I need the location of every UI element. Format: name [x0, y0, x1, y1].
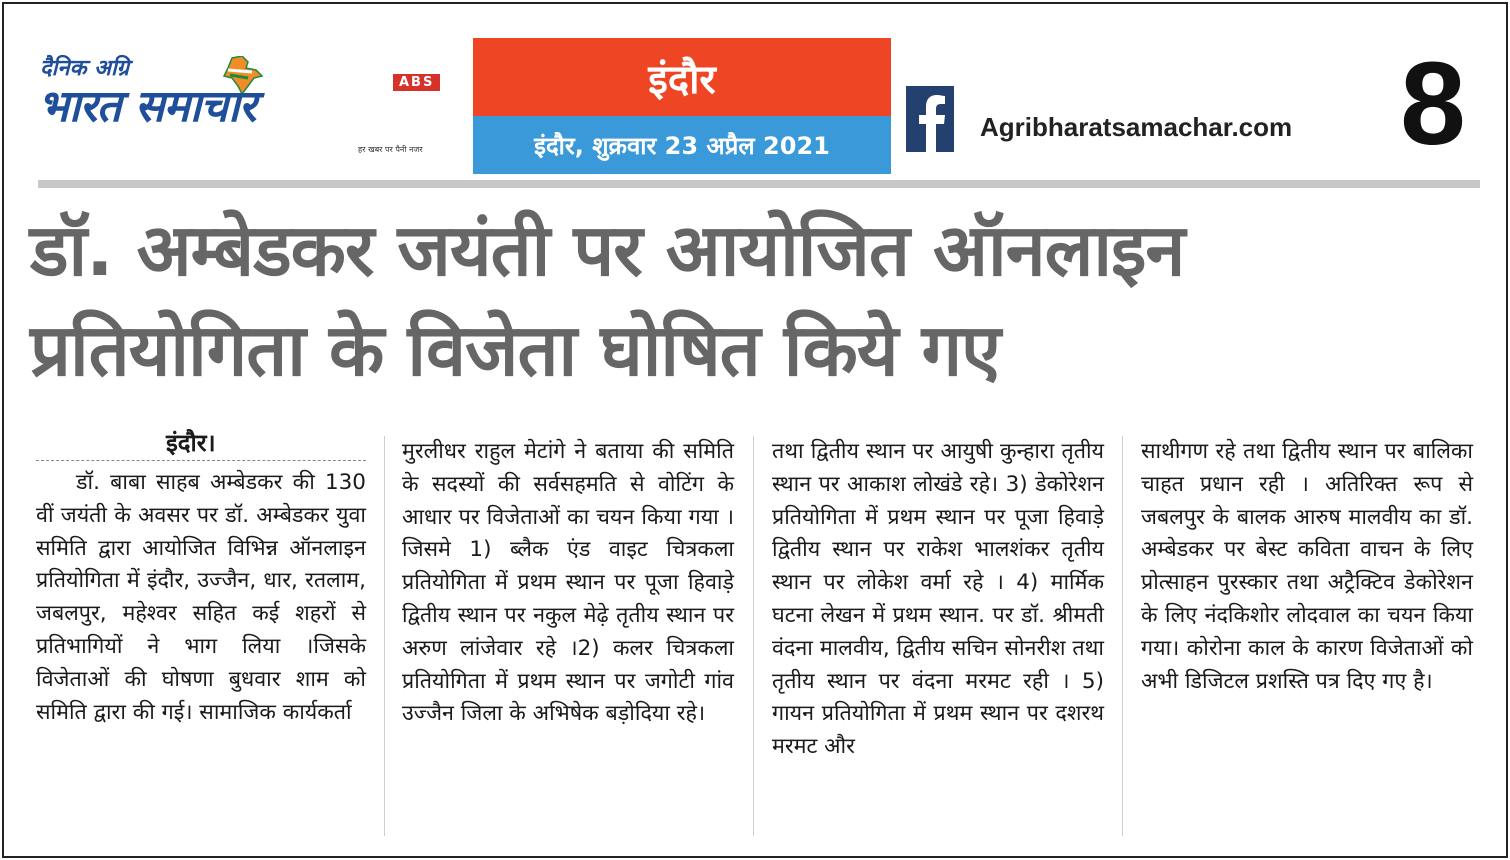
headline-line-1: डॉ. अम्बेडकर जयंती पर आयोजित ऑनलाइन — [30, 208, 1185, 292]
masthead-divider — [38, 180, 1480, 188]
column-divider — [753, 436, 754, 836]
article-column-1 — [36, 428, 366, 729]
logo-title: भारत समाचार — [38, 81, 256, 132]
edition-banner — [473, 38, 891, 174]
logo-tagline: दैनिक अग्रि — [40, 55, 130, 81]
logo-slogan: हर खबर पर पैनी नजर — [358, 145, 423, 154]
edition-date: इंदौर, शुक्रवार 23 अप्रैल 2021 — [534, 131, 830, 160]
newspaper-logo[interactable] — [38, 52, 458, 160]
edition-date-panel — [473, 116, 891, 174]
column-2-text: मुरलीधर राहुल मेटांगे ने बताया की समिति के सदस्यों की सर्वसहमति से वोटिंग के आधार पर विजेताओं का चयन किया गया । जिसमे 1) ब्लैक एंड वाइट चित्रकला प्रतियोगिता में प्रथम स्थान पर पूजा हिवाड़े द्वितीय स्थान पर नकुल मेढ़े तृतीय स्थान पर अरुण लांजेवार रहे ।2) कलर चित्रकला प्रतियोगिता में प्रथम स्थान पर जगोटी गांव उज्जैन जिला के अभिषेक बड़ोदिया रहे। — [402, 439, 734, 727]
edition-city: इंदौर — [648, 56, 716, 103]
dateline-divider — [36, 460, 366, 461]
column-divider — [1122, 436, 1123, 836]
article-column-3 — [772, 436, 1104, 764]
article-column-4 — [1141, 436, 1473, 698]
logo-badge: ABS — [393, 74, 440, 91]
article-headline — [30, 200, 1490, 400]
headline-line-2: प्रतियोगिता के विजेता घोषित किये गए — [30, 308, 1000, 392]
column-1-text: डॉ. बाबा साहब अम्बेडकर की 130 वीं जयंती के अवसर पर डॉ. अम्बेडकर युवा समिति द्वारा आयोजित विभिन्न ऑनलाइन प्रतियोगिता में इंदौर, उज्जैन, धार, रतलाम, जबलपुर, महेश्वर सहित कई शहरों से प्रतिभागियों ने भाग लिया ।जिसके विजेताओं की घोषणा बुधवार शाम को समिति द्वारा की गई। सामाजिक कार्यकर्ता — [36, 470, 366, 725]
website-link[interactable]: Agribharatsamachar.com — [980, 112, 1293, 142]
article-dateline: इंदौर। — [166, 429, 216, 457]
edition-city-panel — [473, 38, 891, 116]
column-3-text: तथा द्वितीय स्थान पर आयुषी कुन्हारा तृतीय स्थान पर आकाश लोखंडे रहे। 3) डेकोरेशन प्रतियोगिता में प्रथम स्थान पर पूजा हिवाड़े द्वितीय स्थान पर राकेश भालशंकर तृतीय स्थान पर लोकेश वर्मा रहे । 4) मार्मिक घटना लेखन में प्रथम स्थान. पर डॉ. श्रीमती वंदना मालवीय, द्वितीय सचिन सोनरीश तथा तृतीय स्थान पर वंदना मरमट रही । 5) गायन प्रतियोगिता में प्रथम स्थान पर दशरथ मरमट और — [772, 439, 1104, 760]
column-divider — [384, 436, 385, 836]
facebook-icon[interactable] — [906, 86, 954, 152]
page-number: 8 — [1400, 38, 1466, 170]
article-column-2 — [402, 436, 734, 731]
column-4-text: साथीगण रहे तथा द्वितीय स्थान पर बालिका चाहत प्रधान रही । अतिरिक्त रूप से जबलपुर के बालक आरुष मालवीय का डॉ. अम्बेडकर पर बेस्ट कविता वाचन के लिए प्रोत्साहन पुरस्कार तथा अट्रैक्टिव डेकोरेशन के लिए नंदकिशोर लोदवाल का चयन किया गया। कोरोना काल के कारण विजेताओं को अभी डिजिटल प्रशस्ति पत्र दिए गए है। — [1141, 439, 1473, 694]
